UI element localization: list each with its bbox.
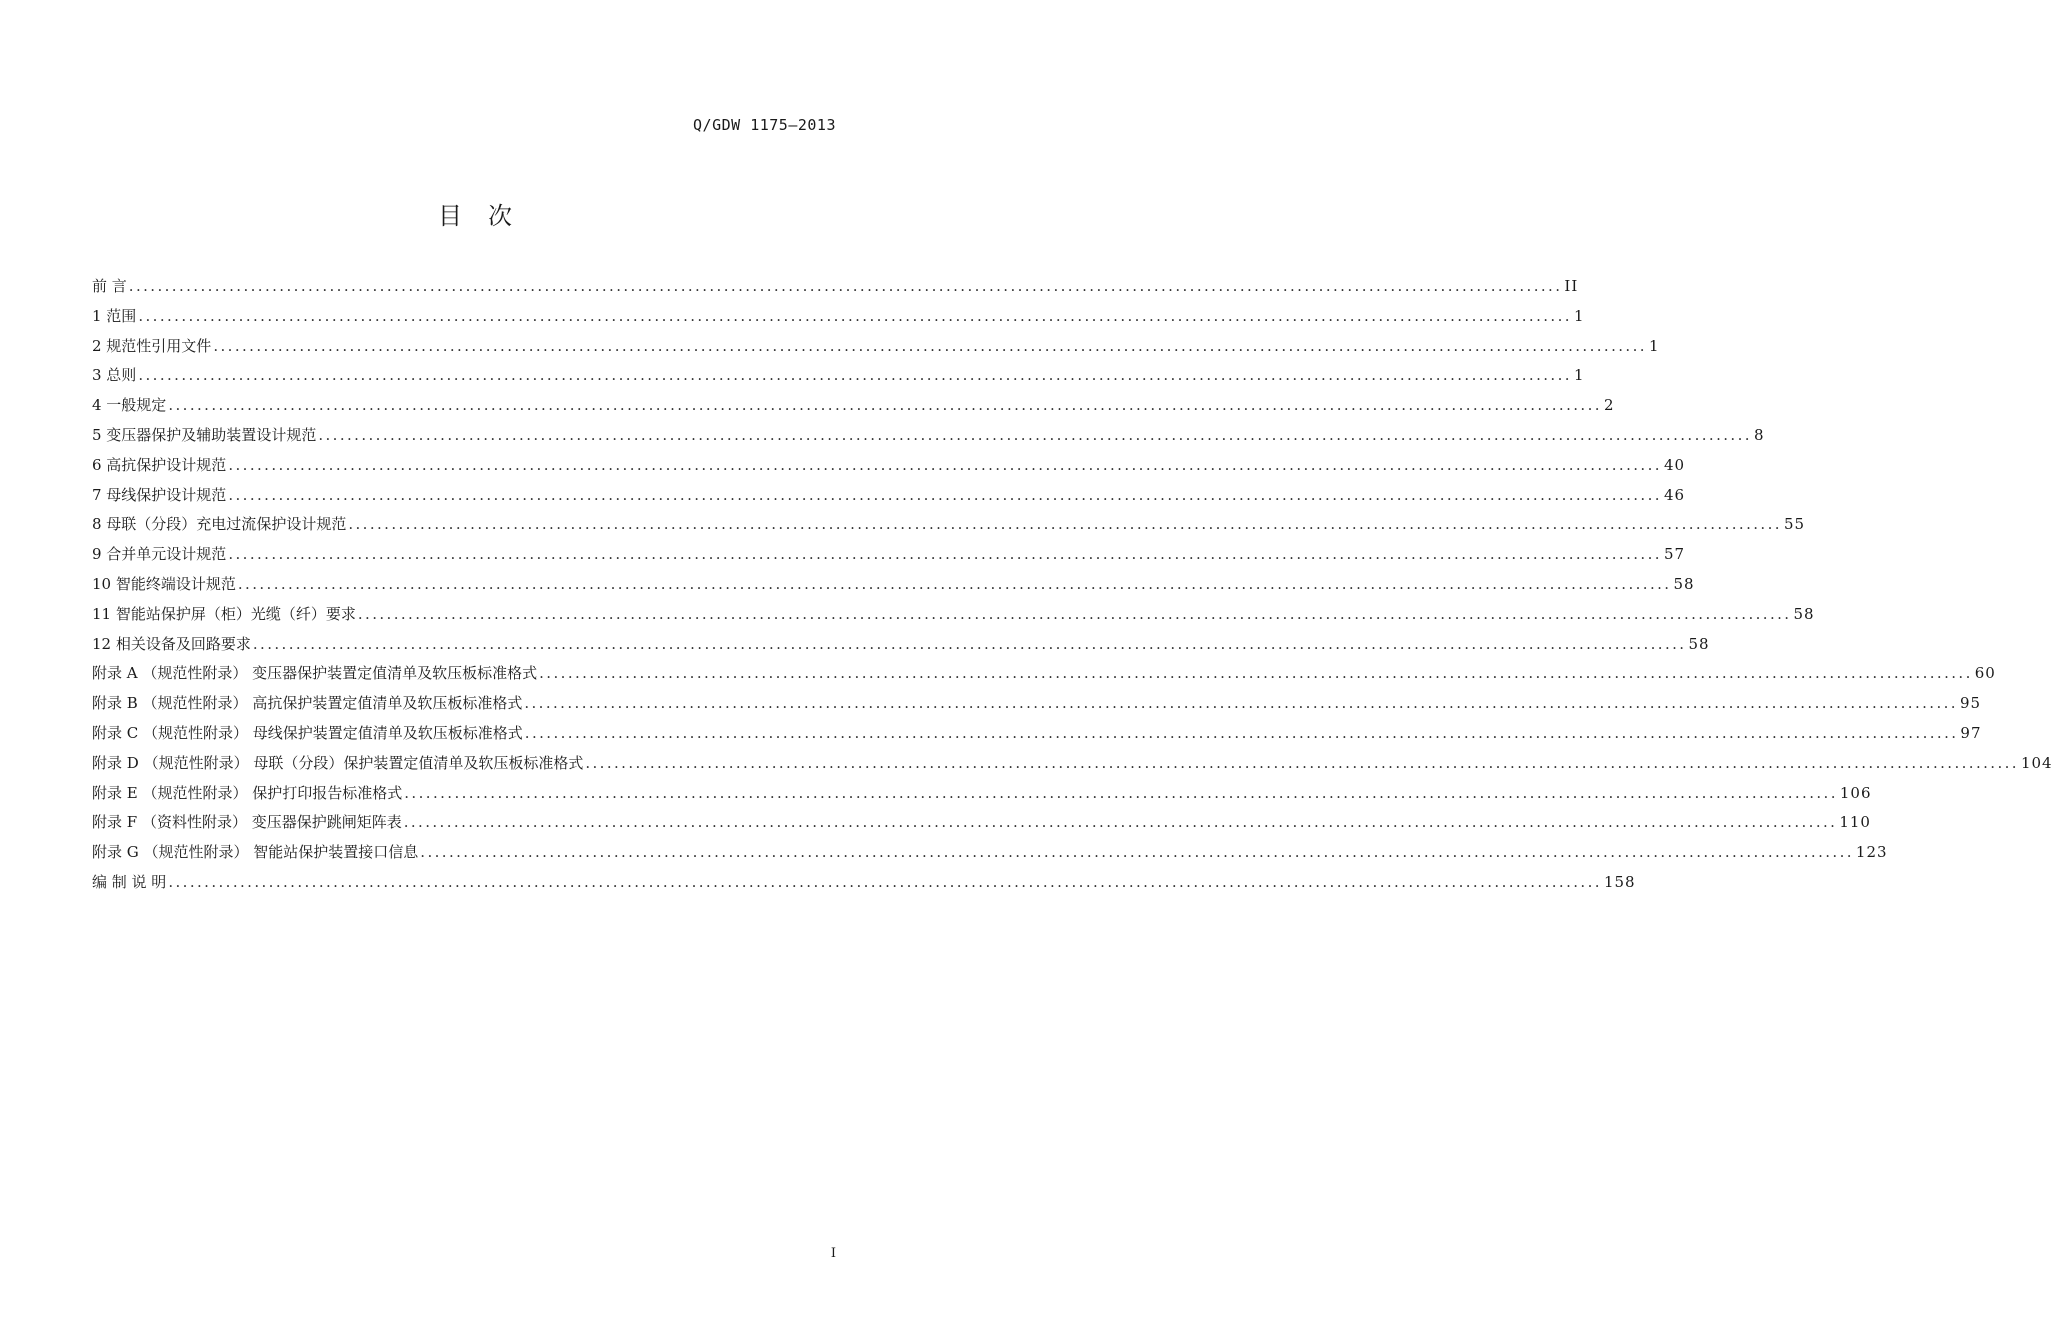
toc-entry-label: 前 言 (92, 277, 127, 295)
toc-entry-label: 附录 A （规范性附录） 变压器保护装置定值清单及软压板标准格式 (92, 664, 538, 683)
toc-entry[interactable] (92, 749, 2053, 779)
toc-dot-leader: ........................................................................................................................................................................................................ (168, 396, 1602, 415)
toc-entry[interactable] (92, 421, 1765, 451)
toc-dot-leader: ........................................................................................................................................................................................................ (228, 545, 1662, 564)
toc-dot-leader: ........................................................................................................................................................................................................ (524, 694, 1958, 713)
toc-entry-label: 4 一般规定 (92, 396, 167, 415)
toc-dot-leader: ........................................................................................................................................................................................................ (357, 604, 1792, 623)
toc-entry-page: 106 (1839, 783, 1872, 802)
toc-dot-leader: ........................................................................................................................................................................................................ (348, 515, 1782, 534)
toc-entry-label: 编 制 说 明 (92, 872, 167, 891)
toc-entry-page: 58 (1688, 634, 1710, 653)
toc-entry-label: 2 规范性引用文件 (92, 336, 212, 355)
toc-dot-leader: ........................................................................................................................................................................................................ (213, 336, 1647, 355)
toc-entry-page: 95 (1959, 694, 1982, 713)
toc-entry-label: 10 智能终端设计规范 (92, 574, 236, 593)
toc-entry[interactable] (92, 391, 1615, 421)
toc-dot-leader: ........................................................................................................................................................................................................ (128, 277, 1563, 295)
toc-entry-page: 60 (1974, 664, 1996, 683)
toc-entry-page: 123 (1855, 843, 1888, 862)
toc-entry[interactable] (92, 838, 1888, 868)
toc-entry[interactable] (92, 272, 1579, 302)
toc-entry-label: 11 智能站保护屏（柜）光缆（纤）要求 (92, 604, 356, 623)
toc-entry-page: 8 (1753, 425, 1765, 444)
toc-entry-label: 12 相关设备及回路要求 (92, 634, 251, 653)
toc-entry-label: 9 合并单元设计规范 (92, 545, 227, 564)
toc-entry-page: 46 (1663, 485, 1686, 504)
toc-entry-page: 1 (1573, 306, 1585, 325)
toc-entry[interactable] (92, 600, 1815, 630)
toc-dot-leader: ........................................................................................................................................................................................................ (237, 574, 1672, 593)
toc-entry-page: 40 (1663, 455, 1686, 474)
toc-entry-label: 附录 G （规范性附录） 智能站保护装置接口信息 (92, 843, 419, 862)
toc-entry-label: 8 母联（分段）充电过流保护设计规范 (92, 515, 347, 534)
toc-entry-label: 7 母线保护设计规范 (92, 485, 227, 504)
toc-entry-page: 158 (1603, 872, 1636, 891)
toc-dot-leader: ........................................................................................................................................................................................................ (138, 366, 1572, 385)
toc-entry-page: 1 (1648, 336, 1660, 355)
toc-entry-label: 附录 D （规范性附录） 母联（分段）保护装置定值清单及软压板标准格式 (92, 753, 584, 772)
toc-entry[interactable] (92, 719, 1982, 749)
toc-entry-page: 55 (1783, 515, 1806, 534)
toc-dot-leader: ........................................................................................................................................................................................................ (228, 485, 1662, 504)
toc-entry-page: 1 (1573, 366, 1585, 385)
toc-entry-label: 附录 B （规范性附录） 高抗保护装置定值清单及软压板标准格式 (92, 694, 523, 713)
toc-entry[interactable] (92, 779, 1872, 809)
toc-entry-page: 58 (1673, 574, 1695, 593)
toc-entry-page: 58 (1793, 604, 1815, 623)
toc-dot-leader: ........................................................................................................................................................................................................ (252, 634, 1687, 653)
toc-entry[interactable] (92, 808, 1871, 838)
toc-entry[interactable] (92, 689, 1982, 719)
toc-entry[interactable] (92, 510, 1806, 540)
toc-entry[interactable] (92, 481, 1686, 511)
toc-entry[interactable] (92, 361, 1585, 391)
toc-dot-leader: ........................................................................................................................................................................................................ (403, 813, 1838, 832)
toc-entry-page: 2 (1603, 396, 1615, 415)
toc-entry-label: 附录 F （资料性附录） 变压器保护跳闸矩阵表 (92, 813, 402, 832)
toc-entry-label: 5 变压器保护及辅助装置设计规范 (92, 425, 317, 444)
page-number: I (830, 1246, 836, 1261)
toc-entry[interactable] (92, 868, 1636, 898)
toc-dot-leader: ........................................................................................................................................................................................................ (585, 753, 2019, 772)
toc-entry-label: 3 总则 (92, 366, 137, 385)
toc-entry[interactable] (92, 659, 1996, 689)
toc-dot-leader: ........................................................................................................................................................................................................ (524, 723, 1959, 742)
toc-entry-label: 6 高抗保护设计规范 (92, 455, 227, 474)
toc-entry-label: 附录 C （规范性附录） 母线保护装置定值清单及软压板标准格式 (92, 723, 523, 742)
toc-entry-page: II (1564, 277, 1579, 295)
toc-entry-label: 附录 E （规范性附录） 保护打印报告标准格式 (92, 783, 403, 802)
toc-dot-leader: ........................................................................................................................................................................................................ (539, 664, 1973, 683)
document-code: Q/GDW 1175—2013 (693, 116, 836, 134)
toc-entry[interactable] (92, 451, 1686, 481)
toc-dot-leader: ........................................................................................................................................................................................................ (168, 872, 1602, 891)
toc-entry[interactable] (92, 570, 1695, 600)
toc-entry[interactable] (92, 302, 1585, 332)
toc-dot-leader: ........................................................................................................................................................................................................ (138, 306, 1572, 325)
toc-entry-page: 57 (1663, 545, 1686, 564)
toc-dot-leader: ........................................................................................................................................................................................................ (228, 455, 1662, 474)
toc-dot-leader: ........................................................................................................................................................................................................ (318, 425, 1752, 444)
table-of-contents (92, 272, 2053, 898)
toc-entry[interactable] (92, 540, 1686, 570)
toc-entry-page: 97 (1960, 723, 1982, 742)
toc-entry-page: 104 (2020, 753, 2053, 772)
toc-entry-label: 1 范围 (92, 306, 137, 325)
page-title: 目次 (438, 202, 538, 230)
toc-dot-leader: ........................................................................................................................................................................................................ (420, 843, 1854, 862)
toc-entry[interactable] (92, 332, 1660, 362)
toc-entry[interactable] (92, 630, 1710, 660)
toc-entry-page: 110 (1839, 813, 1871, 832)
toc-dot-leader: ........................................................................................................................................................................................................ (404, 783, 1838, 802)
